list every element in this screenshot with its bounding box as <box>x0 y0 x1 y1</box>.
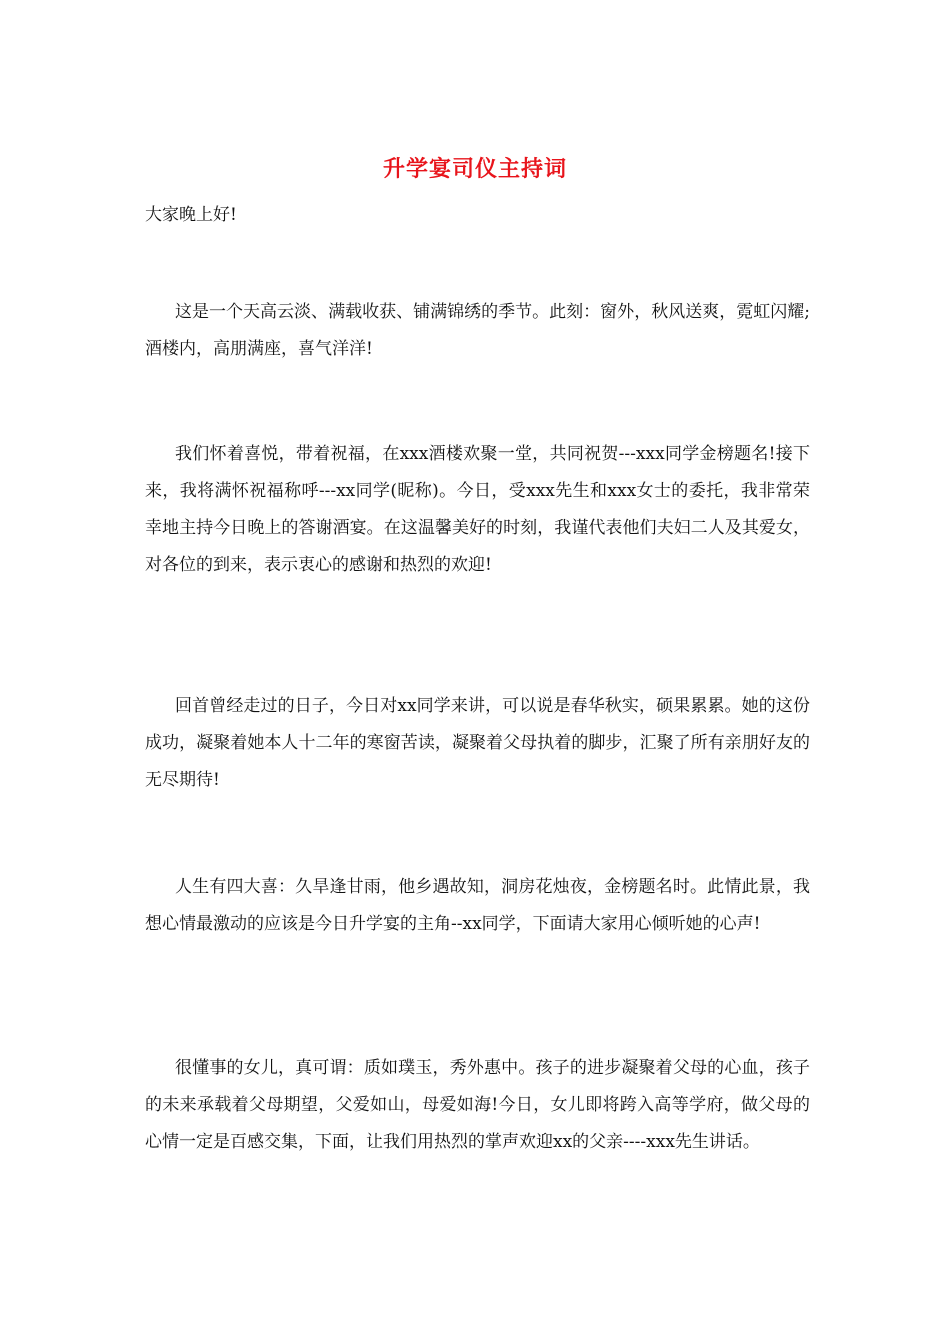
paragraph: 人生有四大喜：久旱逢甘雨，他乡遇故知，洞房花烛夜，金榜题名时。此情此景，我想心情最激动的应该是今日升学宴的主角--xx同学，下面请大家用心倾听她的心声! <box>145 877 810 934</box>
greeting-text: 大家晚上好! <box>145 205 237 225</box>
paragraph: 这是一个天高云淡、满载收获、铺满锦绣的季节。此刻：窗外，秋风送爽，霓虹闪耀;酒楼内，高朋满座，喜气洋洋! <box>145 302 810 359</box>
paragraph: 回首曾经走过的日子，今日对xx同学来讲，可以说是春华秋实，硕果累累。她的这份成功，凝聚着她本人十二年的寒窗苦读，凝聚着父母执着的脚步，汇聚了所有亲朋好友的无尽期待! <box>145 696 810 790</box>
paragraph: 我们怀着喜悦，带着祝福，在xxx酒楼欢聚一堂，共同祝贺---xxx同学金榜题名!接下来，我将满怀祝福称呼---xx同学(昵称)。今日，受xxx先生和xxx女士的委托，我非常荣幸地主持今日晚上的答谢酒宴。在这温馨美好的时刻，我谨代表他们夫妇二人及其爱女，对各位的到来，表示衷心的感谢和热烈的欢迎! <box>145 444 810 575</box>
paragraph: 很懂事的女儿，真可谓：质如璞玉，秀外惠中。孩子的进步凝聚着父母的心血，孩子的未来承载着父母期望，父爱如山，母爱如海!今日，女儿即将跨入高等学府，做父母的心情一定是百感交集，下面，让我们用热烈的掌声欢迎xx的父亲----xxx先生讲话。 <box>145 1058 810 1152</box>
document-title: 升学宴司仪主持词 <box>382 156 567 182</box>
